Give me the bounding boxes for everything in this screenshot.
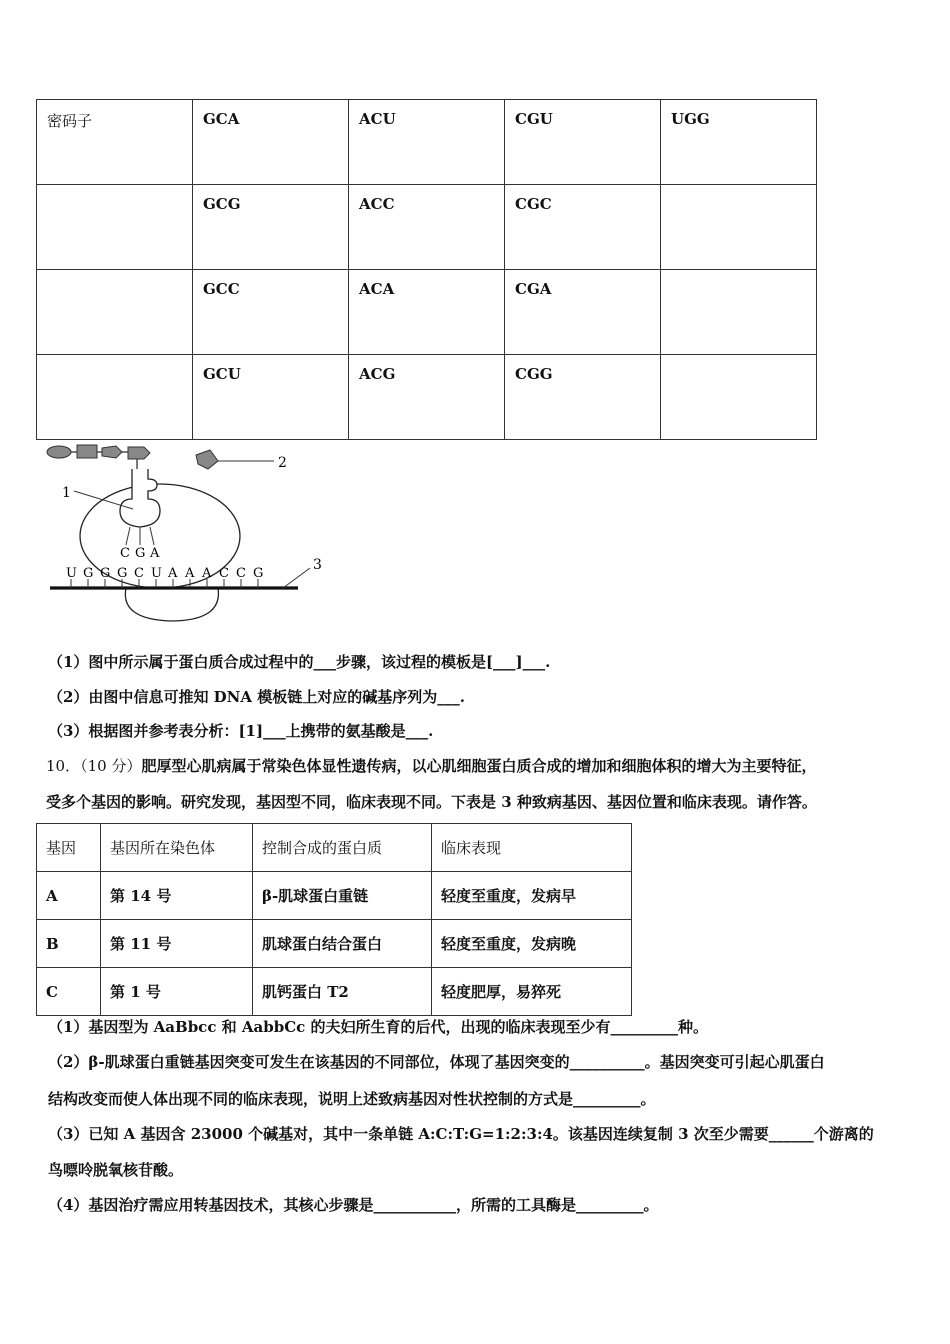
table-cell: 第 1 号: [101, 968, 253, 1016]
table-cell: UGG: [661, 100, 817, 185]
q10-subquestion-4: （4）基因治疗需应用转基因技术，其核心步骤是___________，所需的工具酶是_________。: [48, 1196, 659, 1214]
gene-table: [36, 823, 632, 1016]
table-cell: GCU: [193, 355, 349, 440]
q10-subquestion-2-line-1: （2）β-肌球蛋白重链基因突变可发生在该基因的不同部位，体现了基因突变的__________。基因突变可引起心肌蛋白: [48, 1053, 825, 1071]
table-row: [37, 185, 817, 270]
table-cell: C: [37, 968, 101, 1016]
label-1: 1: [62, 485, 71, 501]
q10-intro-line-2: 受多个基因的影响。研究发现，基因型不同，临床表现不同。下表是 3 种致病基因、基因位置和临床表现。请作答。: [46, 793, 817, 811]
table-cell: 肌球蛋白结合蛋白: [253, 920, 432, 968]
table-header-cell: 临床表现: [432, 824, 632, 872]
translation-diagram: [40, 441, 340, 626]
table-cell: CGC: [505, 185, 661, 270]
table-cell: GCG: [193, 185, 349, 270]
mrna-base: A: [185, 566, 195, 581]
anticodon-base: C: [120, 546, 130, 561]
q10-subquestion-2-line-2: 结构改变而使人体出现不同的临床表现，说明上述致病基因对性状控制的方式是_________。: [48, 1090, 656, 1108]
mrna-base: A: [168, 566, 178, 581]
peptide-chain: [47, 445, 150, 459]
table-cell: CGU: [505, 100, 661, 185]
mrna-base: U: [151, 566, 162, 581]
question-number: 10．（10 分）: [46, 757, 142, 775]
table-cell: ACC: [349, 185, 505, 270]
table-cell: ACA: [349, 270, 505, 355]
mrna-base: C: [219, 566, 229, 581]
table-cell: 肌钙蛋白 T2: [253, 968, 432, 1016]
table-cell: B: [37, 920, 101, 968]
mrna-base: G: [100, 566, 111, 581]
table-cell: GCA: [193, 100, 349, 185]
table-cell: [37, 270, 193, 355]
mrna-base: G: [253, 566, 264, 581]
codon-table: [36, 99, 817, 440]
mrna-base: G: [83, 566, 94, 581]
q10-intro-text: 肥厚型心肌病属于常染色体显性遗传病，以心肌细胞蛋白质合成的增加和细胞体积的增大为主要特征，: [141, 757, 817, 775]
table-row: [37, 100, 817, 185]
table-cell: [37, 355, 193, 440]
table-cell: 轻度肥厚，易猝死: [432, 968, 632, 1016]
mrna-base: C: [134, 566, 144, 581]
table-header-cell: 基因: [37, 824, 101, 872]
table-row: [37, 968, 632, 1016]
q10-subquestion-3-line-1: （3）已知 A 基因含 23000 个碱基对，其中一条单链 A:C:T:G=1:2:3:4。该基因连续复制 3 次至少需要______个游离的: [48, 1125, 874, 1143]
table-header-row: [37, 824, 632, 872]
table-row: [37, 270, 817, 355]
table-cell: [661, 185, 817, 270]
q9-subquestion-2: （2）由图中信息可推知 DNA 模板链上对应的碱基序列为___.: [48, 688, 465, 706]
anticodon-base: A: [150, 546, 160, 561]
label-1-pointer: [74, 491, 133, 509]
label-3: 3: [313, 557, 322, 573]
table-header-cell: 基因所在染色体: [101, 824, 253, 872]
table-row: [37, 920, 632, 968]
trna: [120, 459, 160, 545]
table-cell: [37, 185, 193, 270]
table-cell: 密码子: [37, 100, 193, 185]
q10-intro-line-1: [46, 756, 926, 776]
table-cell: CGG: [505, 355, 661, 440]
table-row: [37, 872, 632, 920]
q10-subquestion-1: （1）基因型为 AaBbcc 和 AabbCc 的夫妇所生育的后代，出现的临床表现至少有_________种。: [48, 1018, 709, 1036]
q10-subquestion-3-line-2: 鸟嘌呤脱氧核苷酸。: [48, 1161, 184, 1179]
table-cell: 轻度至重度，发病早: [432, 872, 632, 920]
mrna-base: U: [66, 566, 77, 581]
mrna-base: C: [236, 566, 246, 581]
q9-subquestion-3: （3）根据图并参考表分析：[1]___上携带的氨基酸是___.: [48, 722, 434, 740]
table-header-cell: 控制合成的蛋白质: [253, 824, 432, 872]
anticodon-base: G: [135, 546, 146, 561]
table-cell: ACU: [349, 100, 505, 185]
free-amino-acid: [196, 450, 218, 469]
table-cell: ACG: [349, 355, 505, 440]
table-row: [37, 355, 817, 440]
table-cell: 第 11 号: [101, 920, 253, 968]
label-2: 2: [278, 455, 287, 471]
table-cell: [661, 270, 817, 355]
q9-subquestion-1: （1）图中所示属于蛋白质合成过程中的___步骤，该过程的模板是[___]___.: [48, 653, 551, 671]
table-cell: GCC: [193, 270, 349, 355]
mrna-base: G: [117, 566, 128, 581]
table-cell: CGA: [505, 270, 661, 355]
label-3-pointer: [283, 568, 310, 588]
table-cell: 轻度至重度，发病晚: [432, 920, 632, 968]
table-cell: 第 14 号: [101, 872, 253, 920]
table-cell: A: [37, 872, 101, 920]
mrna-base: A: [202, 566, 212, 581]
table-cell: β-肌球蛋白重链: [253, 872, 432, 920]
ribosome-small-subunit: [125, 588, 218, 621]
table-cell: [661, 355, 817, 440]
